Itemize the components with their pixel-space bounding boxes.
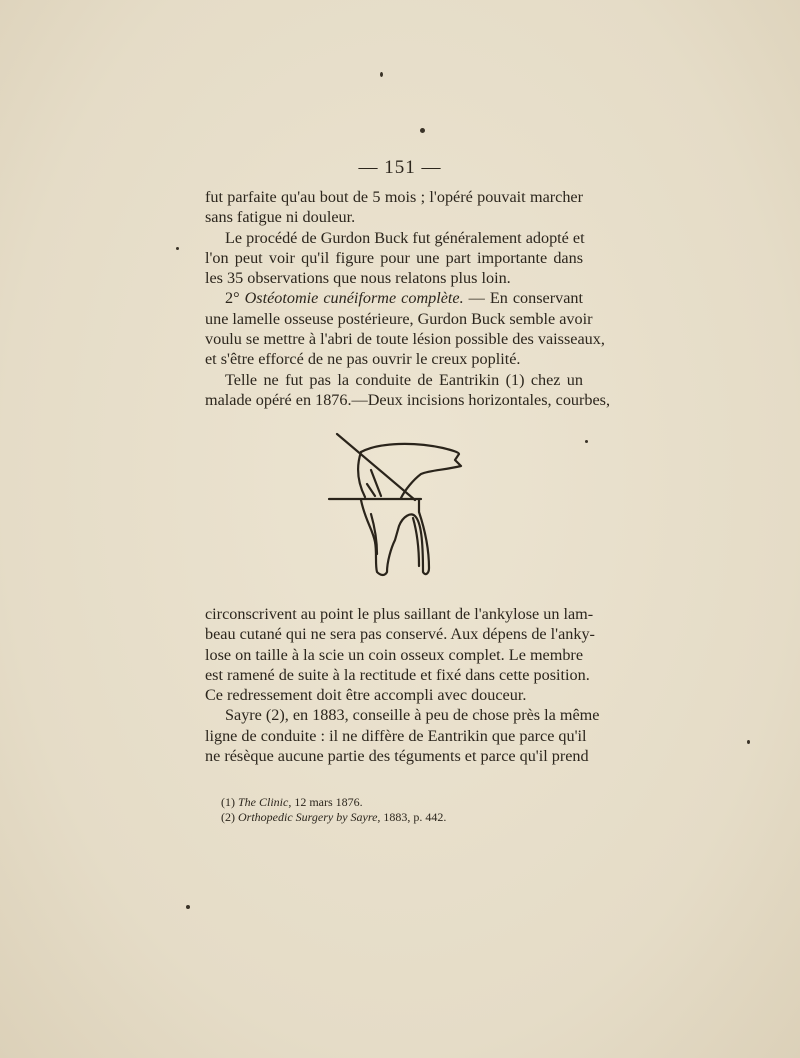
text-line: beau cutané qui ne sera pas conservé. Aux dépens de l'anky-: [205, 625, 595, 644]
body-text-bottom: [205, 604, 600, 766]
ink-speck: [585, 440, 588, 443]
text-line: sans fatigue ni douleur.: [205, 208, 356, 227]
text-line: ligne de conduite : il ne diffère de Eantrikin que parce qu'il: [205, 726, 587, 745]
text-line: l'on peut voir qu'il figure pour une part importante dans: [205, 248, 583, 267]
text-line: est ramené de suite à la rectitude et fixé dans cette position.: [205, 665, 590, 684]
ink-speck: [186, 905, 190, 909]
section-heading-text: 2° Ostéotomie cunéiforme complète. — En conservant: [225, 289, 583, 308]
text-line: circonscrivent au point le plus saillant de l'ankylose un lam-: [205, 605, 594, 623]
text-line: les 35 observations que nous relatons plus loin.: [205, 269, 511, 288]
footnote-marker: (1): [221, 795, 235, 809]
text-line: Telle ne fut pas la conduite de Eantrikin (1) chez un: [225, 370, 583, 389]
page-number: — 151 —: [358, 157, 442, 178]
footnote-2: [221, 810, 581, 825]
ink-speck: [420, 128, 425, 133]
footnote-1: [221, 795, 581, 810]
text-line: voulu se mettre à l'abri de toute lésion possible des vaisseaux,: [205, 330, 605, 349]
condyle-lines: [358, 452, 381, 497]
text-line: Le procédé de Gurdon Buck fut généralement adopté et: [225, 228, 585, 247]
footnote-detail: 12 mars 1876.: [291, 795, 363, 809]
ink-speck: [176, 247, 179, 250]
body-text-top: [205, 187, 611, 410]
ink-speck: [380, 72, 383, 77]
knee-osteotomy-figure: [325, 430, 465, 580]
text-line: Ce redressement doit être accompli avec douceur.: [205, 686, 527, 705]
text-line: lose on taille à la scie un coin osseux complet. Le membre: [205, 645, 583, 664]
ink-speck: [747, 740, 750, 744]
text-line: une lamelle osseuse postérieure, Gurdon Buck semble avoir: [205, 309, 593, 328]
text-line: malade opéré en 1876.—Deux incisions horizontales, courbes,: [205, 390, 611, 409]
footnote-detail: 1883, p. 442.: [380, 809, 447, 824]
footnotes: [221, 795, 581, 824]
text-line: fut parfaite qu'au bout de 5 mois ; l'opéré pouvait marcher: [205, 188, 583, 206]
section-heading-line: [205, 288, 583, 308]
text-line: et s'être efforcé de ne pas ouvrir le creux poplité.: [205, 350, 521, 369]
footnote-source: Orthopedic Surgery by Sayre,: [238, 809, 381, 824]
femur-outline: [361, 444, 461, 498]
footnote-marker: (2): [221, 809, 235, 824]
text-line: ne résèque aucune partie des téguments et parce qu'il prend: [205, 747, 589, 766]
text-line: Sayre (2), en 1883, conseille à peu de chose près la même: [225, 706, 600, 725]
footnote-source: The Clinic,: [238, 795, 292, 809]
